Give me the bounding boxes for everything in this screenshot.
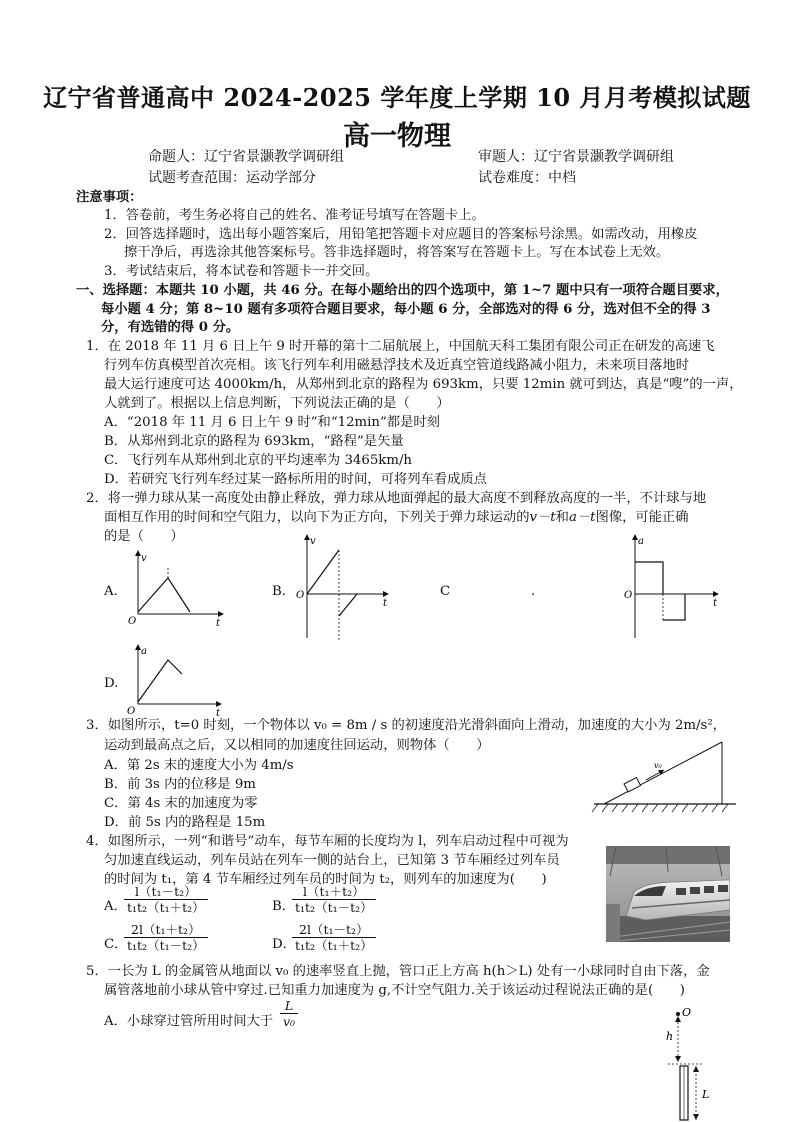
graph-a-axis-v: v	[141, 553, 147, 564]
graph-c-origin: O	[624, 590, 633, 601]
q3-incline-figure	[590, 738, 740, 818]
q3-option-a: A．第 2s 末的速度大小为 4m/s	[104, 758, 294, 773]
q2-option-c-dot: .	[531, 584, 536, 599]
q3-option-d: D．前 5s 内的路程是 15m	[104, 815, 266, 830]
graph-c-axis-a: a	[638, 536, 644, 547]
graph-a-origin: O	[128, 616, 137, 626]
q3-line-2: 运动到最高点之后，又以相同的加速度往回运动，则物体（ ）	[104, 738, 490, 753]
q3-velocity-label: v₀	[654, 761, 662, 770]
graph-d-axis-t: t	[216, 708, 221, 716]
q4-option-b-label: B．	[272, 899, 296, 914]
q3-option-b: B．前 3s 内的位移是 9m	[104, 777, 256, 792]
q4-option-c-label: C．	[104, 937, 128, 952]
q2-graph-d	[126, 642, 226, 716]
q4-option-c-fraction: $\frac{\text{2l（t₁＋t₂）}}{\text{t₁t₂（t₁－t₂）}}$	[124, 922, 208, 953]
q5-fig-h: h	[666, 1030, 674, 1043]
section-instructions-2: 每小题 4 分；第 8~10 题有多项符合题目要求，每小题 6 分，全部选对的得 6 分，选对但不全的得 3	[101, 302, 711, 317]
q4-line-2: 匀加速直线运动，列车员站在列车一侧的站台上，已知第 3 节车厢经过列车员	[104, 853, 560, 868]
author-line: 命题人：辽宁省景灏教学调研组	[148, 149, 344, 165]
graph-d-origin: O	[127, 706, 136, 716]
graph-a-axis-t: t	[216, 618, 221, 626]
q4-option-d-fraction: $\frac{\text{2l（t₁－t₂）}}{\text{t₁t₂（t₁＋t₂）}}$	[292, 922, 376, 953]
q4-option-b-fraction: $\frac{\text{l（t₁＋t₂）}}{\text{t₁t₂（t₁－t₂）}}$	[292, 884, 376, 915]
q3-option-c: C．第 4s 末的加速度为零	[104, 796, 258, 811]
q5-line-1: 5．一长为 L 的金属管从地面以 v₀ 的速率竖直上抛，管口正上方高 h(h＞L) 处有一小球同时自由下落，金	[86, 964, 710, 979]
q2-line-1: 2．将一弹力球从某一高度处由静止释放，弹力球从地面弹起的最大高度不到释放高度的一半，不计球与地	[86, 491, 707, 506]
q1-option-c: C．飞行列车从郑州到北京的平均速率为 3465km/h	[104, 453, 412, 468]
q5-line-2: 属管落地前小球从管中穿过.已知重力加速度为 g,不计空气阻力.关于该运动过程说法正确的是( )	[104, 983, 685, 998]
q1-line-2: 行列车仿真模型首次亮相。该飞行列车利用磁悬浮技术及近真空管道线路减小阻力，未来项目落地时	[104, 358, 690, 373]
page-title: 辽宁省普通高中 2024-2025 学年度上学期 10 月月考模拟试题	[43, 83, 751, 112]
q5-pipe-figure	[656, 1000, 726, 1122]
q2-graph-a	[126, 548, 226, 626]
q2-graph-c	[623, 532, 723, 642]
notes-heading: 注意事项：	[76, 190, 143, 205]
q1-option-d: D．若研究飞行列车经过某一路标所用的时间，可将列车看成质点	[104, 472, 487, 487]
q2-option-d-label: D.	[104, 676, 119, 691]
difficulty-line: 试卷难度：中档	[478, 170, 576, 186]
q2-option-b-label: B.	[272, 584, 286, 599]
q4-option-a-fraction: $\frac{\text{l（t₁－t₂）}}{\text{t₁t₂（t₁＋t₂）}}$	[124, 884, 208, 915]
graph-b-axis-v: v	[310, 536, 316, 547]
q5-option-a: A．小球穿过管所用时间大于	[104, 1014, 274, 1029]
section-instructions-3: 分，有选错的得 0 分。	[101, 320, 240, 335]
q4-line-3: 的时间为 t₁，第 4 节车厢经过列车员的时间为 t₂，则列车的加速度为( )	[104, 872, 547, 887]
q1-option-b: B．从郑州到北京的路程为 693km，“路程”是矢量	[104, 434, 404, 449]
graph-b-axis-t: t	[383, 598, 388, 609]
note-3: 3．考试结束后，将本试卷和答题卡一并交回。	[104, 264, 379, 279]
page-subtitle: 高一物理	[343, 121, 451, 152]
q5-fig-l: L	[702, 1088, 710, 1101]
q1-line-4: 人就到了。根据以上信息判断，下列说法正确的是（ ）	[104, 396, 450, 411]
q1-option-a: A．“2018 年 11 月 6 日上午 9 时”和“12min”都是时刻	[104, 415, 440, 430]
q4-option-a-label: A．	[104, 899, 127, 914]
note-2a: 2．回答选择题时，选出每小题答案后，用铅笔把答题卡对应题目的答案标号涂黑。如需改动，用橡皮	[104, 227, 698, 242]
q4-line-1: 4．如图所示，一列“和谐号”动车，每节车厢的长度均为 l，列车启动过程中可视为	[86, 834, 569, 849]
graph-d-axis-a: a	[141, 646, 147, 657]
graph-c-axis-t: t	[713, 598, 718, 609]
section-instructions-1: 一、选择题：本题共 10 小题，共 46 分。在每小题给出的四个选项中，第 1~7 题中只有一项符合题目要求，	[76, 283, 729, 298]
q4-option-d-label: D．	[272, 937, 296, 952]
reviewer-line: 审题人：辽宁省景灏教学调研组	[478, 149, 674, 165]
q2-option-a-label: A.	[104, 584, 118, 599]
q1-line-1: 1．在 2018 年 11 月 6 日上午 9 时开幕的第十二届航展上，中国航天科工集团有限公司正在研发的高速飞	[86, 339, 715, 354]
note-2b: 擦干净后，再选涂其他答案标号。答非选择题时，将答案写在答题卡上。写在本试卷上无效。	[124, 245, 670, 260]
q3-line-1: 3．如图所示，t=0 时刻，一个物体以 v₀ = 8m / s 的初速度沿光滑斜面向上滑动，加速度的大小为 2m/s²，	[86, 718, 726, 733]
q5-option-a-fraction: $\frac{L}{\text{v₀}}$	[280, 998, 298, 1029]
q1-line-3: 最大运行速度可达 4000km/h，从郑州到北京的路程为 693km，只要 12min 就可到达，真是“嗖”的一声，	[104, 377, 743, 392]
q2-line-3: 的是（ ）	[104, 529, 184, 544]
q4-train-photo	[606, 846, 730, 942]
q2-line-2: 面相互作用的时间和空气阻力，以向下为正方向，下列关于弹力球运动的v－t和a－t图像，可能正确	[104, 510, 689, 525]
scope-line: 试题考查范围：运动学部分	[148, 170, 316, 186]
q2-graph-b	[293, 532, 393, 642]
q5-fig-o: O	[682, 1006, 692, 1019]
q2-option-c-label: C	[440, 584, 451, 599]
graph-b-origin: O	[296, 590, 305, 601]
note-1: 1．答卷前，考生务必将自己的姓名、准考证号填写在答题卡上。	[104, 208, 485, 223]
